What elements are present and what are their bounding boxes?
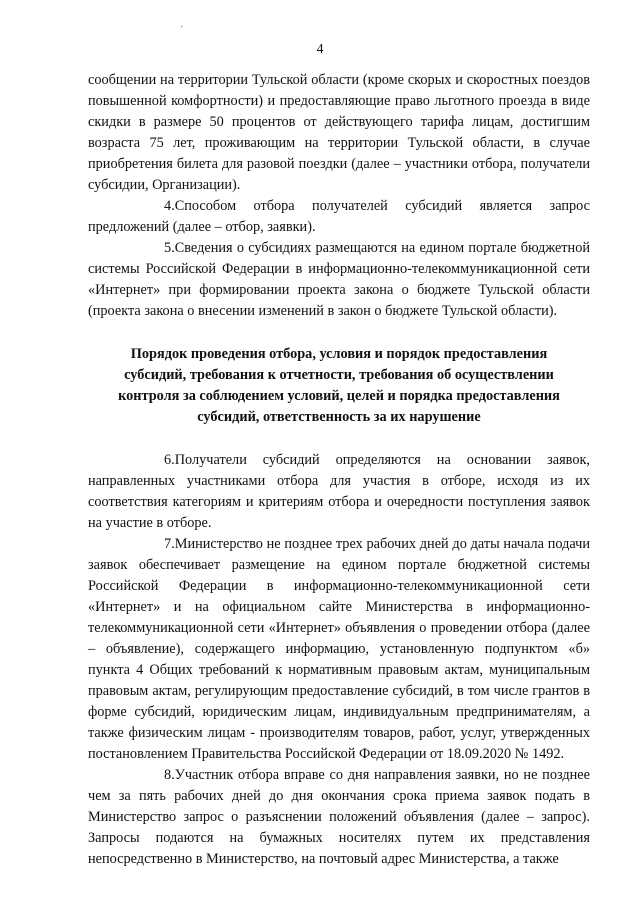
paragraph-5	[88, 238, 590, 322]
paragraph-6	[88, 450, 590, 534]
paragraph-number: 6.	[164, 452, 175, 468]
document-body	[88, 70, 590, 870]
section-heading: Порядок проведения отбора, условия и порядок предоставления субсидий, требования к отчетности, требования об осуществлении контроля за соблюдением условий, целей и порядка предоставления субсидий, ответственность за их нарушение	[118, 346, 560, 425]
paragraph-text: Сведения о субсидиях размещаются на едином портале бюджетной системы Российской Федерации в информационно-телекоммуникационной сети «Интернет» при формировании проекта закона о бюджете Тульской области (проекта закона о внесении изменений в закон о бюджете Тульской области).	[88, 240, 590, 319]
page-number: 4	[316, 42, 324, 57]
paragraph-number: 5.	[164, 240, 175, 256]
paragraph-4	[88, 196, 590, 238]
paragraph-text: Получатели субсидий определяются на основании заявок, направленных участниками отбора для участия в отборе, исходя из их соответствия категориям и критериям отбора и очередности поступления заявок на участие в отборе.	[88, 452, 590, 531]
paragraph-number: 7.	[164, 536, 175, 552]
paragraph-8	[88, 765, 590, 870]
paragraph-continuation: сообщении на территории Тульской области (кроме скорых и скоростных поездов повышенной комфортности) и предоставляющие право льготного проезда в виде скидки в размере 50 процентов от действующего тарифа лицам, достигшим возраста 75 лет, проживающим на территории Тульской области, в случае приобретения билета для разовой поездки (далее – участники отбора, получатели субсидии, Организации).	[88, 72, 590, 193]
paragraph-text: Участник отбора вправе со дня направления заявки, но не позднее чем за пять рабочих дней до дня окончания срока приема заявок подать в Министерство запрос о разъяснении положений объявления (далее – запрос). Запросы подаются на бумажных носителях путем их представления непосредственно в Министерство, на почтовый адрес Министерства, а также	[88, 767, 590, 867]
paragraph-7	[88, 534, 590, 765]
paragraph-text: Министерство не позднее трех рабочих дней до даты начала подачи заявок обеспечивает размещение на едином портале бюджетной системы Российской Федерации в информационно-телекоммуникационной сети «Интернет» и на официальном сайте Министерства в информационно-телекоммуникационной сети «Интернет» объявления о проведении отбора (далее – объявление), содержащего информацию, установленную подпунктом «б» пункта 4 Общих требований к нормативным правовым актам, муниципальным правовым актам, регулирующим предоставление субсидий, в том числе грантов в форме субсидий, юридическим лицам, индивидуальным предпринимателям, а также физическим лицам - производителям товаров, работ, услуг, утвержденных постановлением Правительства Российской Федерации от 18.09.2020 № 1492.	[88, 536, 590, 762]
paragraph-number: 8.	[164, 767, 175, 783]
stray-mark: '	[181, 24, 183, 34]
paragraph-text: Способом отбора получателей субсидий является запрос предложений (далее – отбор, заявки).	[88, 198, 590, 235]
paragraph-number: 4.	[164, 198, 175, 214]
